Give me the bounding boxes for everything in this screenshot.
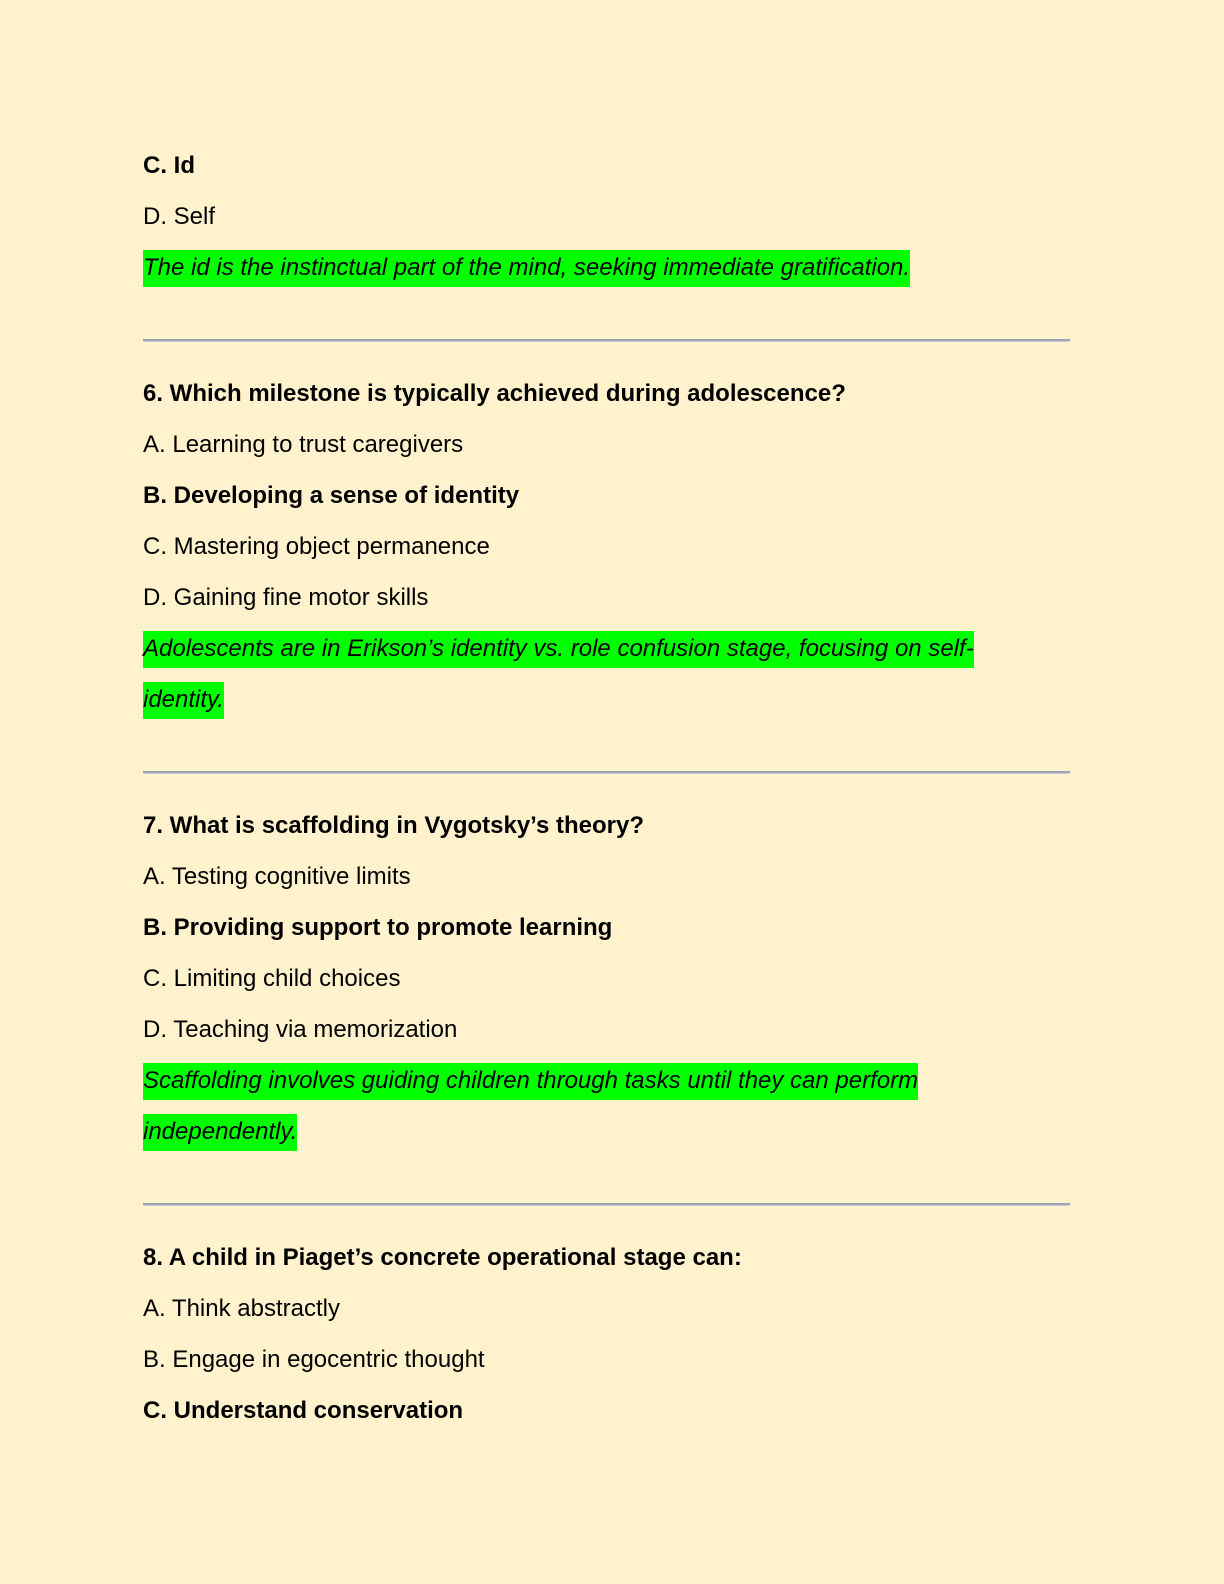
option-d: D. Gaining fine motor skills: [143, 584, 429, 611]
option-c: C. Id: [143, 152, 195, 179]
explanation-highlight: Adolescents are in Erikson’s identity vs. role confusion stage, focusing on self-identity.: [143, 631, 974, 719]
option-c: C. Mastering object permanence: [143, 533, 490, 560]
option-b: B. Developing a sense of identity: [143, 482, 520, 509]
explanation-highlight: Scaffolding involves guiding children through tasks until they can perform independently.: [143, 1063, 918, 1151]
question-text: 6. Which milestone is typically achieved during adolescence?: [143, 380, 846, 407]
option-a: A. Testing cognitive limits: [143, 863, 411, 890]
option-b: B. Providing support to promote learning: [143, 914, 613, 941]
option-c: C. Understand conservation: [143, 1397, 464, 1424]
question-text: 8. A child in Piaget’s concrete operational stage can:: [143, 1244, 742, 1271]
answer-explanation: [143, 242, 1023, 293]
question-text: 7. What is scaffolding in Vygotsky’s theory?: [143, 812, 644, 839]
option-d: D. Self: [143, 203, 216, 230]
question-block-6: [143, 368, 1073, 725]
question-block-8: [143, 1232, 1073, 1436]
option-a: A. Think abstractly: [143, 1295, 340, 1322]
option-b: B. Engage in egocentric thought: [143, 1346, 485, 1373]
answer-explanation: [143, 623, 1023, 725]
option-c: C. Limiting child choices: [143, 965, 401, 992]
document-body: [143, 140, 1073, 1436]
option-d: D. Teaching via memorization: [143, 1016, 458, 1043]
question-block-5-tail: [143, 140, 1073, 293]
question-block-7: [143, 800, 1073, 1157]
answer-explanation: [143, 1055, 1023, 1157]
explanation-highlight: The id is the instinctual part of the mind, seeking immediate gratification.: [143, 250, 910, 287]
option-a: A. Learning to trust caregivers: [143, 431, 464, 458]
